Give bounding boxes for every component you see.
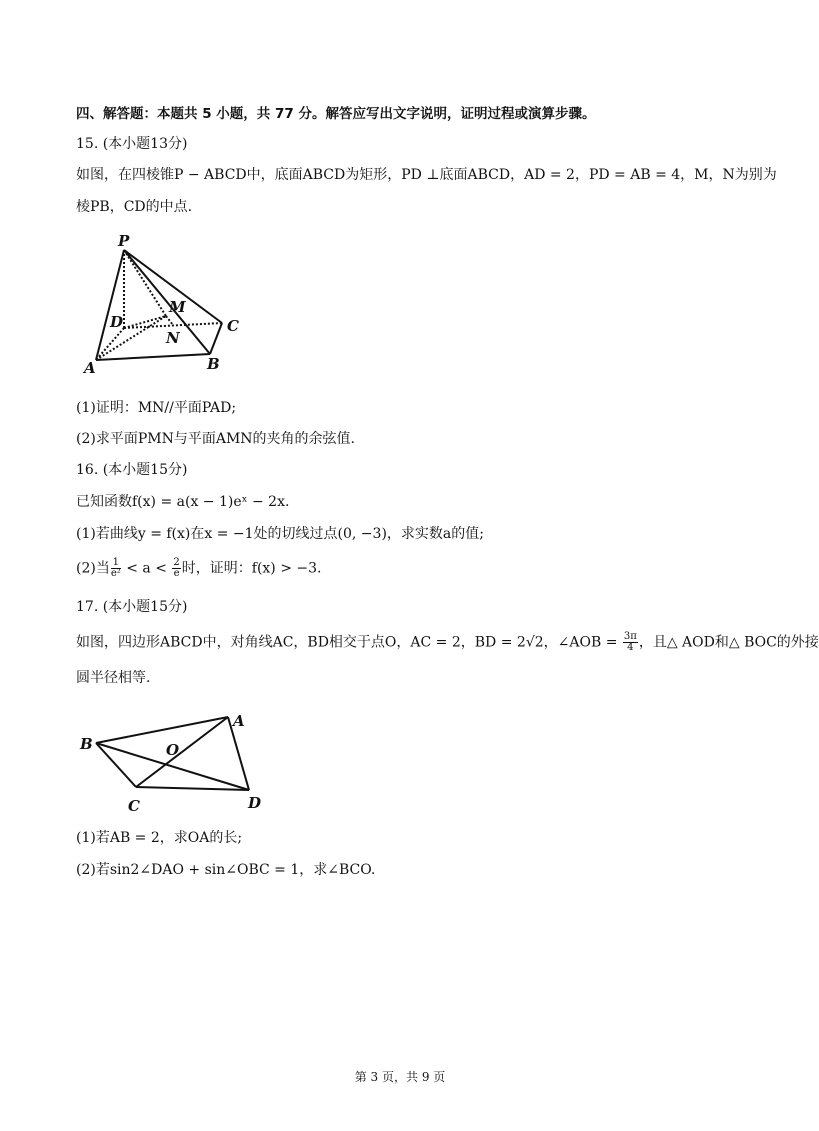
label-B: B — [80, 735, 93, 753]
label-N: N — [166, 329, 180, 347]
label-D: D — [248, 794, 262, 812]
label-A: A — [233, 712, 245, 730]
label-C: C — [227, 317, 239, 335]
label-P: P — [118, 232, 130, 250]
q17-part-1: (1)若AB = 2，求OA的长; — [76, 830, 243, 846]
section-title: 四、解答题：本题共 5 小题，共 77 分。解答应写出文字说明，证明过程或演算步骤。 — [76, 106, 596, 122]
q16-header: 16. (本小题15分) — [76, 462, 188, 478]
label-D: D — [110, 313, 124, 331]
label-O: O — [166, 741, 180, 759]
q17-stem-line-2: 圆半径相等. — [76, 670, 151, 686]
q17-part-2: (2)若sin2∠DAO + sin∠OBC = 1，求∠BCO. — [76, 862, 376, 878]
label-M: M — [169, 298, 186, 316]
page-footer: 第 3 页，共 9 页 — [354, 1070, 446, 1084]
q15-part-1: (1)证明：MN//平面PAD; — [76, 400, 237, 416]
quadrilateral-figure — [78, 708, 268, 823]
q15-part-2: (2)求平面PMN与平面AMN的夹角的余弦值. — [76, 431, 355, 447]
pyramid-figure — [80, 228, 255, 378]
q15-stem-line-2: 棱PB，CD的中点. — [76, 199, 193, 215]
q17-header: 17. (本小题15分) — [76, 599, 188, 615]
q15-header: 15. (本小题13分) — [76, 136, 188, 152]
q16-stem: 已知函数f(x) = a(x − 1)eˣ − 2x. — [76, 494, 290, 510]
label-B: B — [207, 355, 220, 373]
label-A: A — [84, 359, 96, 377]
q17-stem-line-1: 如图，四边形ABCD中，对角线AC，BD相交于点O，AC = 2，BD = 2√2，∠AOB = $\frac{3\pi}{4}$ ，且△ AOD和△ BOC的外接 — [76, 631, 819, 653]
q16-part-1: (1)若曲线y = f(x)在x = −1处的切线过点(0, −3)，求实数a的值; — [76, 526, 484, 542]
q16-part-2: (2)当 $\frac{1}{\text{e²}}$ < a < $\frac{2}{e}$ 时，证明：f(x) > −3. — [76, 557, 322, 579]
q15-stem-line-1: 如图，在四棱锥P − ABCD中，底面ABCD为矩形，PD ⊥底面ABCD，AD = 2，PD = AB = 4，M，N为别为 — [76, 167, 777, 183]
label-C: C — [128, 797, 140, 815]
